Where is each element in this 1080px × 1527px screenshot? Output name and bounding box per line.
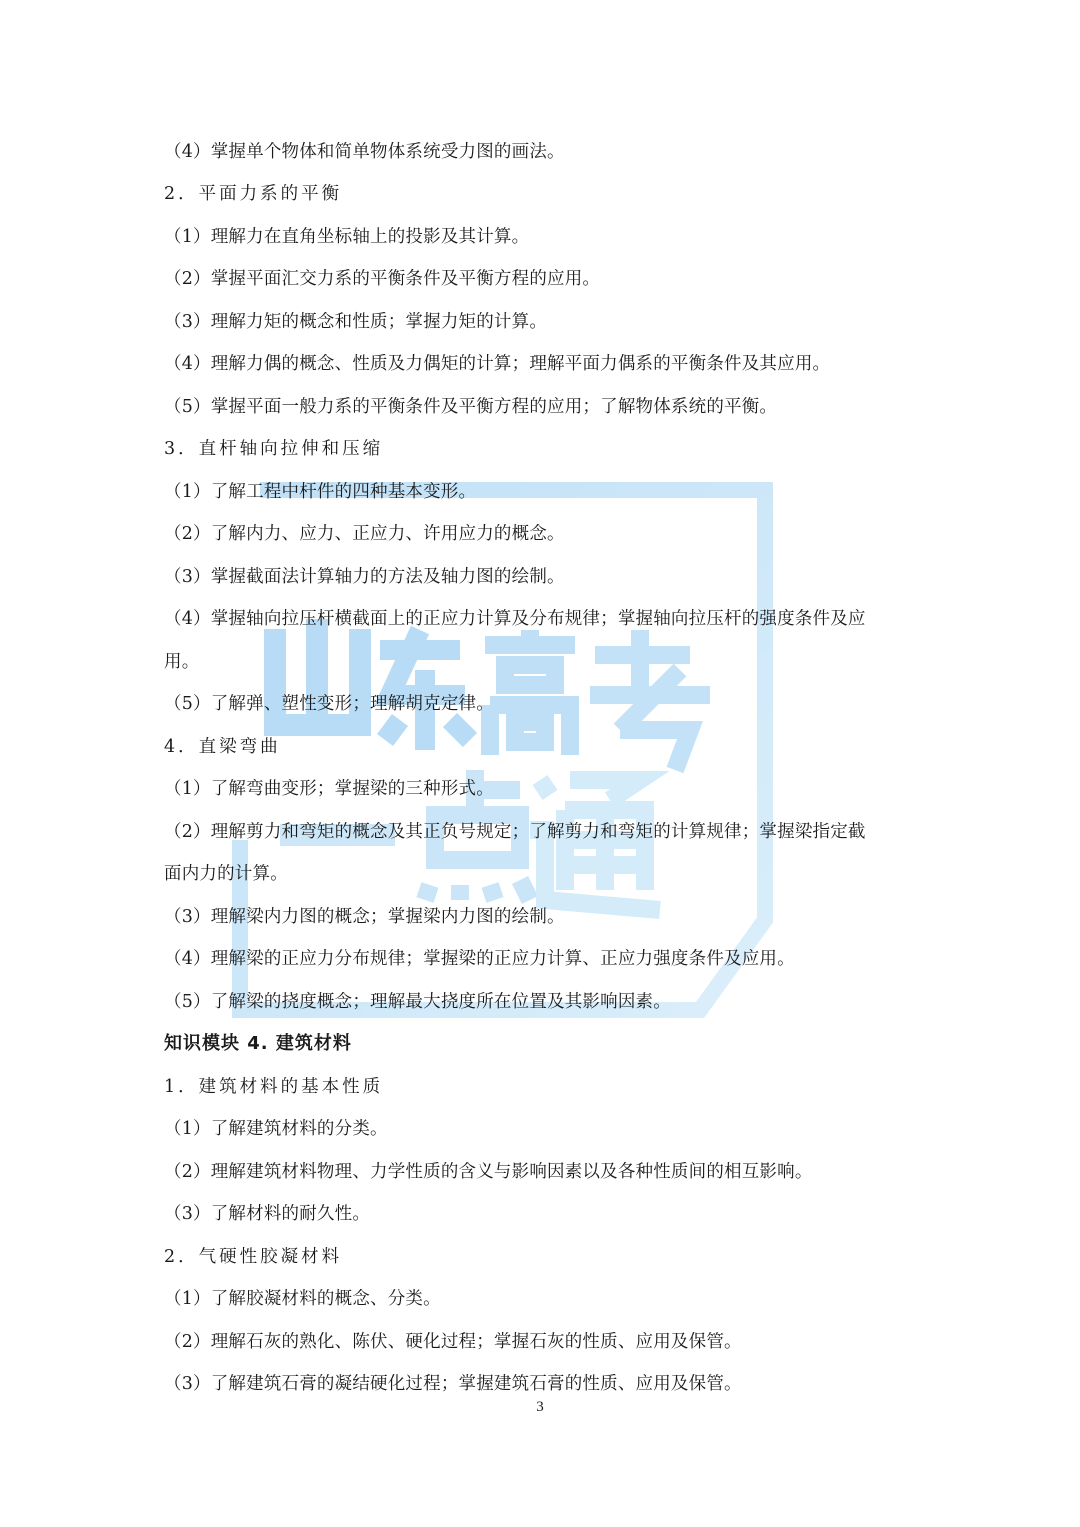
text-line: （4）掌握轴向拉压杆横截面上的正应力计算及分布规律；掌握轴向拉压杆的强度条件及应: [164, 609, 866, 629]
text-line: （5）了解弹、塑性变形；理解胡克定律。: [164, 694, 494, 714]
text-line: （1）了解弯曲变形；掌握梁的三种形式。: [164, 779, 494, 799]
text-line: 面内力的计算。: [164, 864, 288, 884]
module-heading: 知识模块 4. 建筑材料: [164, 1033, 352, 1054]
text-line: （5）了解梁的挠度概念；理解最大挠度所在位置及其影响因素。: [164, 992, 671, 1012]
text-line: （2）掌握平面汇交力系的平衡条件及平衡方程的应用。: [164, 269, 601, 289]
page-number: 3: [536, 1399, 544, 1415]
text-line: 用。: [164, 652, 200, 672]
text-line: （4）理解梁的正应力分布规律；掌握梁的正应力计算、正应力强度条件及应用。: [164, 949, 795, 969]
text-line: （1）了解胶凝材料的概念、分类。: [164, 1289, 441, 1309]
text-line: （2）理解石灰的熟化、陈伏、硬化过程；掌握石灰的性质、应用及保管。: [164, 1332, 742, 1352]
section-heading: 2．平面力系的平衡: [164, 184, 343, 204]
text-line: （2）了解内力、应力、正应力、许用应力的概念。: [164, 524, 565, 544]
text-line: （3）理解梁内力图的概念；掌握梁内力图的绘制。: [164, 907, 565, 927]
section-heading: 4．直梁弯曲: [164, 737, 281, 757]
text-line: （3）了解材料的耐久性。: [164, 1204, 371, 1224]
text-line: （3）理解力矩的概念和性质；掌握力矩的计算。: [164, 312, 548, 332]
text-line: （2）理解建筑材料物理、力学性质的含义与影响因素以及各种性质间的相互影响。: [164, 1162, 813, 1182]
text-line: （3）了解建筑石膏的凝结硬化过程；掌握建筑石膏的性质、应用及保管。: [164, 1374, 742, 1394]
text-line: （4）理解力偶的概念、性质及力偶矩的计算；理解平面力偶系的平衡条件及其应用。: [164, 354, 831, 374]
section-heading: 3．直杆轴向拉伸和压缩: [164, 439, 384, 459]
text-line: （5）掌握平面一般力系的平衡条件及平衡方程的应用；了解物体系统的平衡。: [164, 397, 778, 417]
text-line: （2）理解剪力和弯矩的概念及其正负号规定；了解剪力和弯矩的计算规律；掌握梁指定截: [164, 822, 866, 842]
text-line: （1）理解力在直角坐标轴上的投影及其计算。: [164, 227, 530, 247]
text-line: （4）掌握单个物体和简单物体系统受力图的画法。: [164, 142, 565, 162]
text-line: （1）了解工程中杆件的四种基本变形。: [164, 482, 477, 502]
text-line: （1）了解建筑材料的分类。: [164, 1119, 388, 1139]
section-heading: 2．气硬性胶凝材料: [164, 1247, 343, 1267]
section-heading: 1．建筑材料的基本性质: [164, 1077, 384, 1097]
text-line: （3）掌握截面法计算轴力的方法及轴力图的绘制。: [164, 567, 565, 587]
